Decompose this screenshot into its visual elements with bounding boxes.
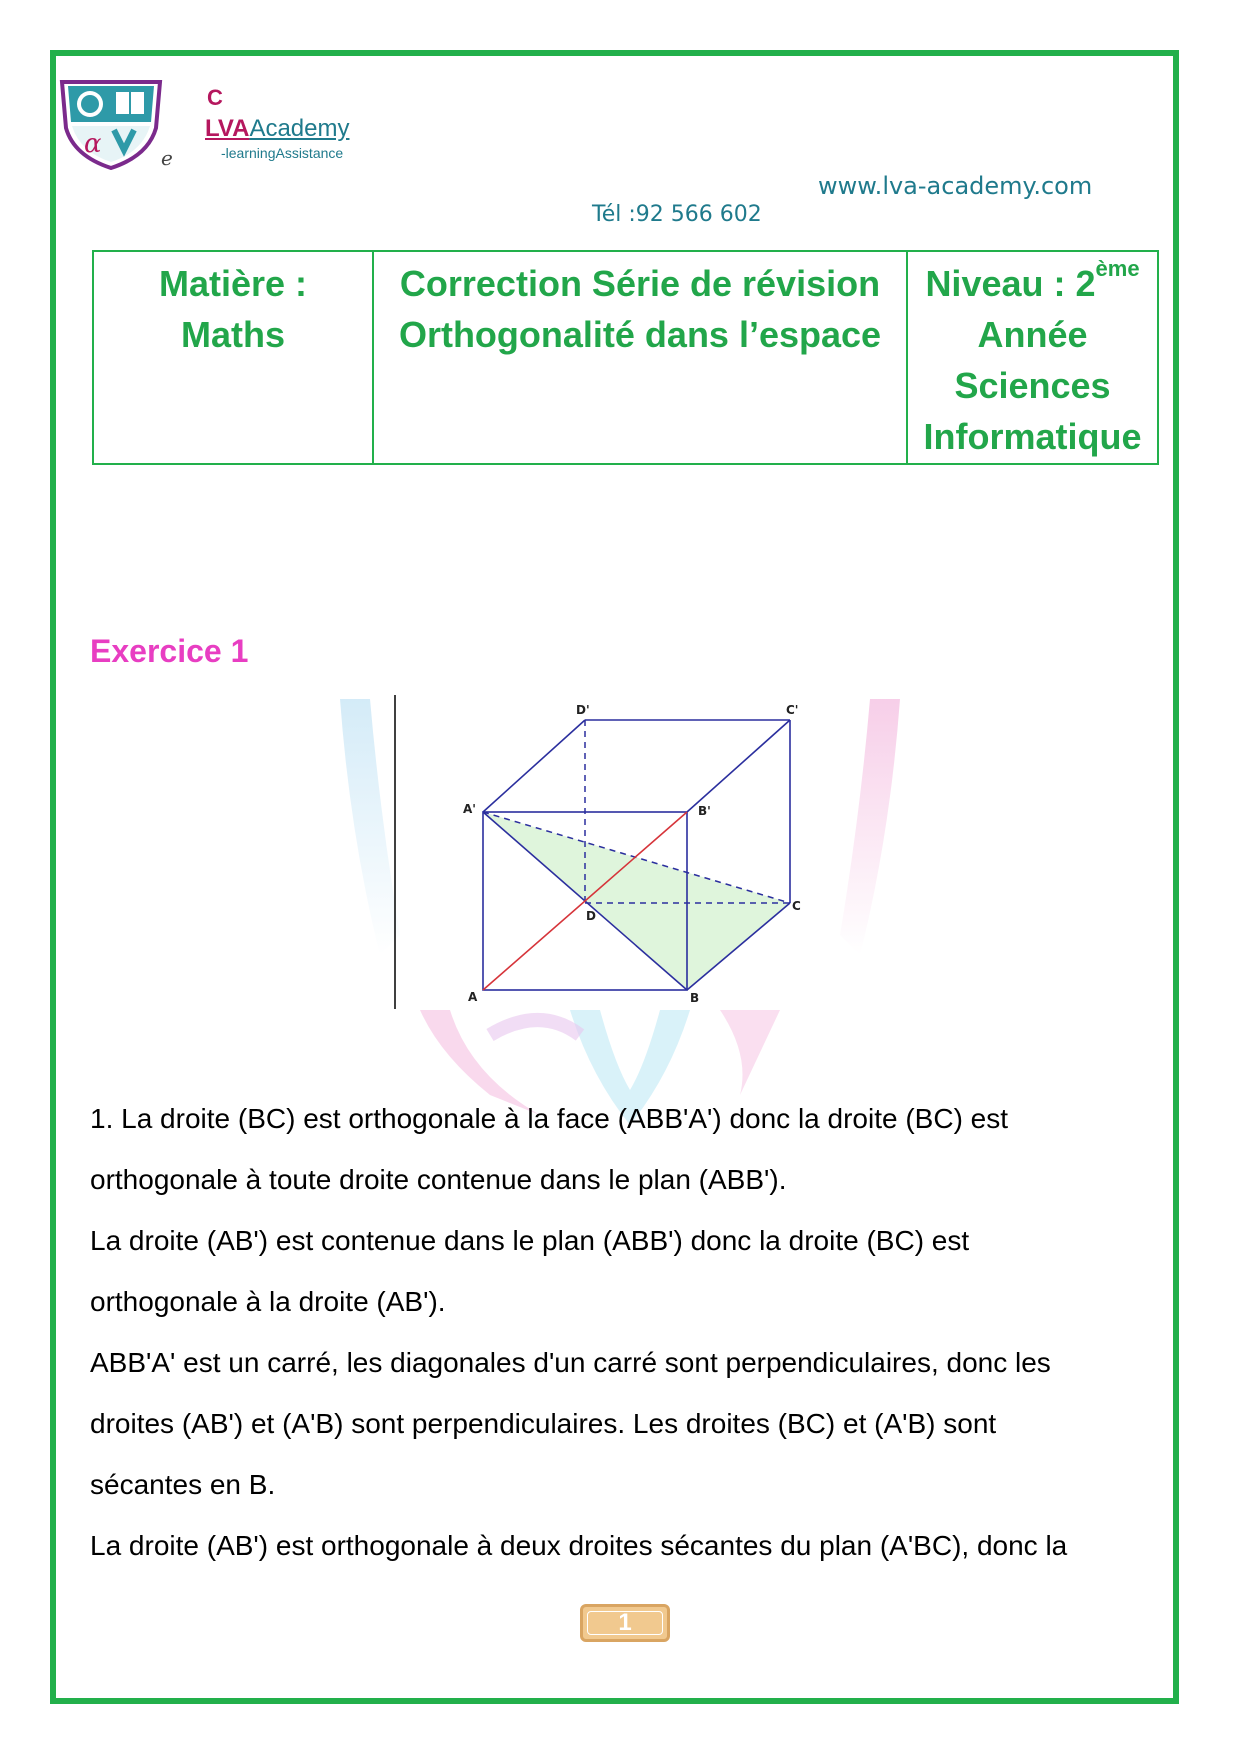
document-title-line2: Orthogonalité dans l’espace xyxy=(398,314,882,355)
level-line3: Sciences xyxy=(954,365,1111,406)
brand-name xyxy=(205,115,349,143)
level-line1 xyxy=(909,258,1156,309)
label-b-prime: B' xyxy=(698,804,711,818)
text-line: orthogonale à la droite (AB'). xyxy=(90,1286,446,1317)
level-cell xyxy=(907,251,1158,464)
text-line: La droite (AB') est contenue dans le plan (ABB') donc la droite (BC) est xyxy=(90,1225,970,1256)
academy-logo xyxy=(58,78,164,170)
subject-label: Matière : xyxy=(158,263,308,304)
label-c-prime: C' xyxy=(786,703,799,717)
text-line: La droite (AB') est orthogonale à deux droites sécantes du plan (A'BC), donc la xyxy=(90,1530,1068,1561)
brand-name-lva: LVA xyxy=(205,115,250,142)
level-line2: Année xyxy=(977,314,1088,355)
page-number-badge xyxy=(580,1604,670,1642)
brand-name-academy: Academy xyxy=(249,115,350,142)
text-line: orthogonale à toute droite contenue dans le plan (ABB'). xyxy=(90,1164,787,1195)
page-number-inner-border xyxy=(587,1611,663,1635)
label-c: C xyxy=(792,899,801,913)
website-link[interactable]: www.lva-academy.com xyxy=(818,172,1093,200)
subject-cell xyxy=(93,251,373,464)
text-line: droites (AB') et (A'B) sont perpendiculaires. Les droites (BC) et (A'B) sont xyxy=(90,1408,997,1439)
level-prefix: Niveau : 2 xyxy=(925,263,1096,304)
text-line: 1. La droite (BC) est orthogonale à la face (ABB'A') donc la droite (BC) est xyxy=(90,1103,1009,1134)
brand-letter: C xyxy=(207,85,223,110)
brand-block xyxy=(205,85,349,161)
exercise-title: Exercice 1 xyxy=(90,633,249,669)
label-a-prime: A' xyxy=(463,802,476,816)
page-number: 1 xyxy=(618,1609,632,1636)
label-d: D xyxy=(586,909,596,923)
label-b: B xyxy=(690,991,700,1005)
header-table xyxy=(92,250,1159,465)
level-line4: Informatique xyxy=(923,416,1142,457)
document-title-line1: Correction Série de révision xyxy=(399,263,881,304)
subject-value: Maths xyxy=(180,314,285,355)
label-a: A xyxy=(468,990,478,1004)
shaded-plane xyxy=(483,812,790,990)
title-cell xyxy=(373,251,907,464)
text-line: sécantes en B. xyxy=(90,1469,276,1500)
label-d-prime: D' xyxy=(576,703,590,717)
level-superscript: ème xyxy=(1095,256,1140,281)
phone-number: Tél :92 566 602 xyxy=(592,202,762,227)
svg-text:α: α xyxy=(84,129,102,159)
cube-figure xyxy=(340,695,910,1015)
text-line: ABB'A' est un carré, les diagonales d'un carré sont perpendiculaires, donc les xyxy=(90,1347,1051,1378)
exercise-solution-text xyxy=(90,1088,1150,1576)
brand-subtitle: -learningAssistance xyxy=(221,145,344,161)
brand-e-letter: e xyxy=(161,146,173,170)
